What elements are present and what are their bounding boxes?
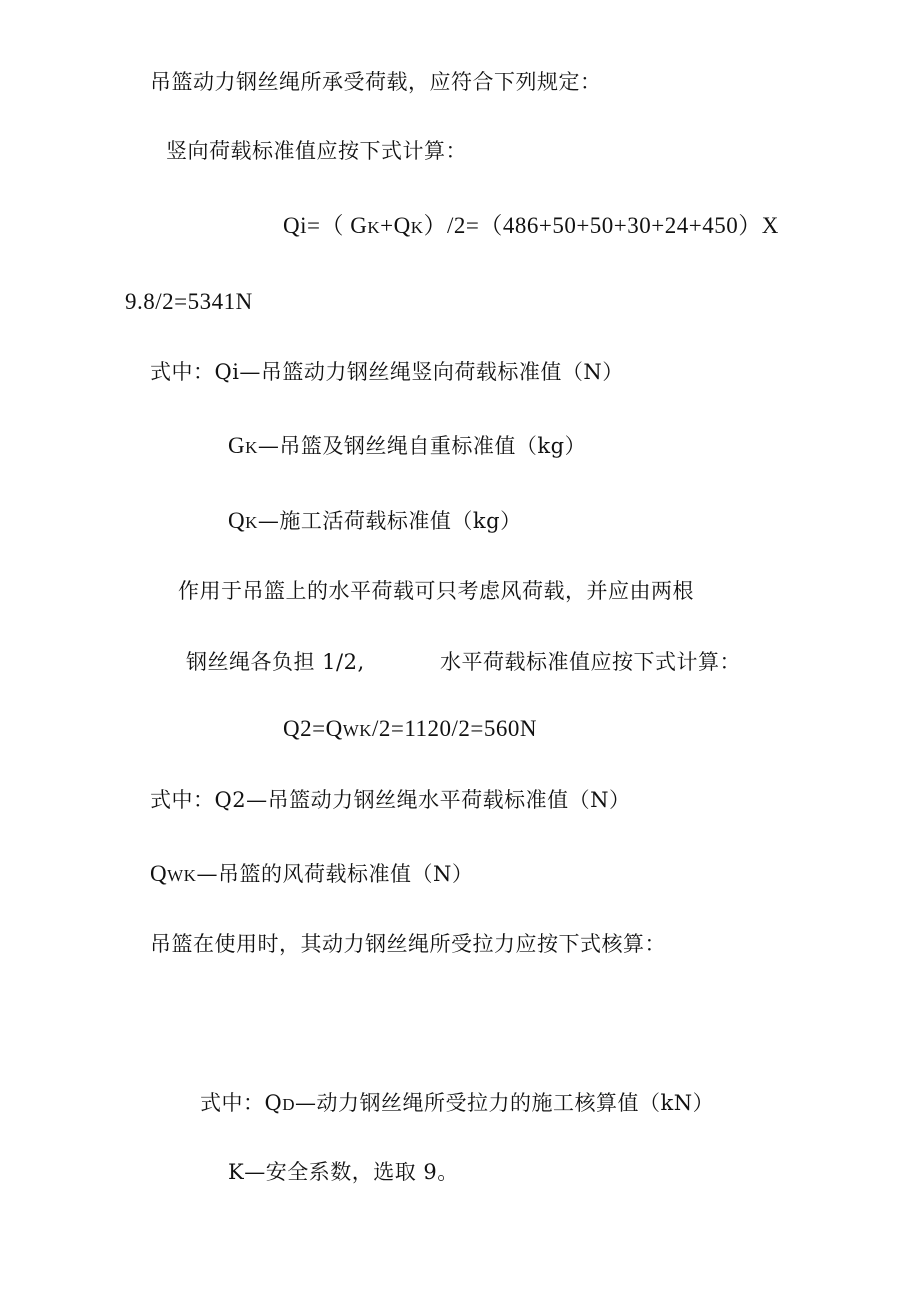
definition-q2 (150, 786, 630, 814)
paragraph-horizontal-load-left (186, 648, 365, 676)
definition-text: —吊篮及钢丝绳自重标准值（kg） (257, 434, 587, 458)
definition-subscript: K (245, 513, 258, 532)
definition-symbol: Q (228, 508, 246, 533)
paragraph-horizontal-load (178, 577, 694, 605)
definition-subscript: D (282, 1095, 295, 1114)
formula-text: 9.8/2=5341N (125, 289, 253, 314)
formula-subscript: K (367, 218, 381, 237)
definition-subscript: WK (167, 866, 197, 885)
definition-text: 式中：Qi—吊篮动力钢丝绳竖向荷载标准值（N） (150, 360, 624, 384)
formula-part: Q2=Q (283, 716, 343, 741)
paragraph-text: 作用于吊篮上的水平荷载可只考虑风荷载，并应由两根 (178, 579, 694, 603)
formula-subscript: K (410, 218, 424, 237)
definition-text: —吊篮的风荷载标准值（N） (196, 862, 474, 886)
formula-part: /2=1120/2=560N (372, 716, 538, 741)
formula-horizontal-load (283, 715, 537, 745)
paragraph-tension-check (150, 930, 666, 958)
paragraph-text: 竖向荷载标准值应按下式计算： (166, 139, 467, 163)
definition-k (228, 1158, 459, 1186)
formula-subscript: WK (342, 721, 373, 740)
formula-part: +Q (380, 213, 411, 238)
definition-symbol: G (228, 433, 246, 458)
definition-text: K—安全系数，选取 9。 (228, 1160, 459, 1184)
definition-gk (228, 432, 586, 462)
definition-text: —动力钢丝绳所受拉力的施工核算值（kN） (295, 1091, 715, 1115)
formula-part: ）/2=（486+50+50+30+24+450）X (423, 213, 779, 238)
paragraph-text: 水平荷载标准值应按下式计算： (440, 650, 741, 674)
paragraph-text: 吊篮动力钢丝绳所承受荷载，应符合下列规定： (150, 70, 602, 94)
paragraph-text: 钢丝绳各负担 1/2, (186, 650, 365, 674)
paragraph-load-requirements (150, 68, 602, 96)
formula-vertical-load (283, 212, 779, 242)
definition-qi (150, 358, 624, 386)
definition-text: 式中：Q2—吊篮动力钢丝绳水平荷载标准值（N） (150, 788, 631, 812)
definition-text: —施工活荷载标准值（kg） (257, 509, 522, 533)
paragraph-text: 吊篮在使用时，其动力钢丝绳所受拉力应按下式核算： (150, 932, 666, 956)
formula-part: Qi=（ G (283, 213, 368, 238)
paragraph-vertical-load-intro (166, 137, 467, 165)
definition-qk (228, 507, 522, 537)
definition-qwk (150, 860, 473, 890)
formula-vertical-load-continuation (125, 288, 253, 316)
paragraph-horizontal-load-right (440, 648, 741, 676)
definition-subscript: K (245, 438, 258, 457)
definition-qd (200, 1089, 714, 1119)
definition-symbol: Q (150, 861, 168, 886)
definition-prefix: 式中：Q (200, 1091, 283, 1115)
